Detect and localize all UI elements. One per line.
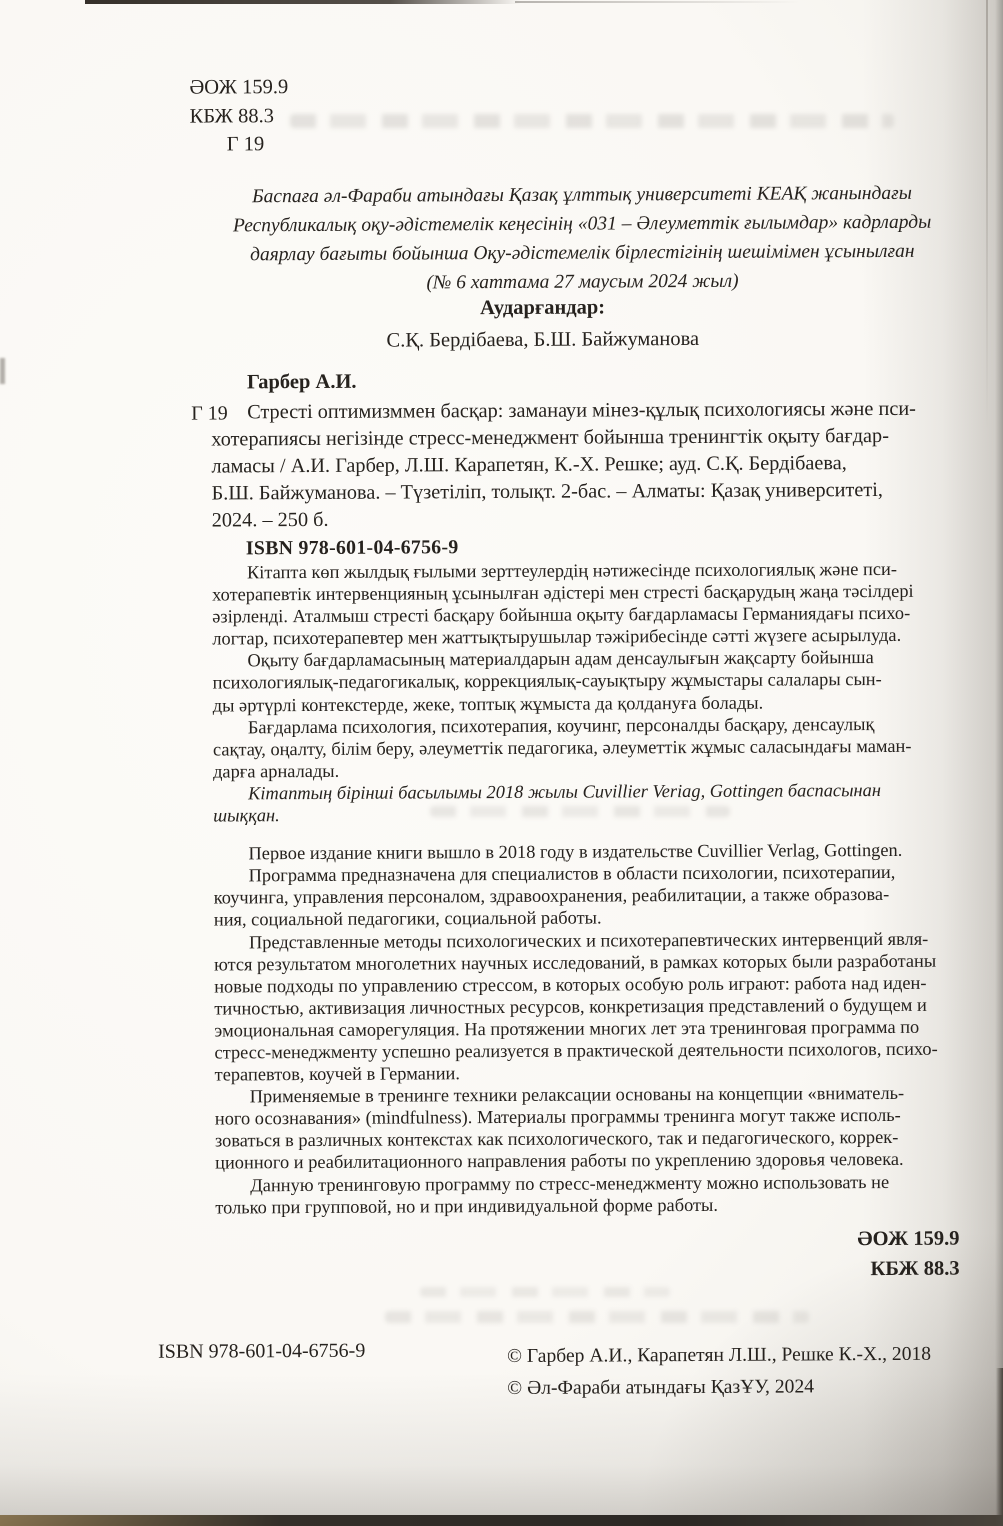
cataloging-codes-bottom <box>659 1224 959 1286</box>
ink-bleedthrough-middle <box>430 806 730 817</box>
page-curl-line <box>986 0 988 430</box>
author-mark: Г 19 <box>226 133 265 156</box>
ink-bleedthrough-bottom-2 <box>385 1311 809 1323</box>
cataloging-codes-top <box>189 73 288 159</box>
isbn-number: ISBN 978-601-04-6756-9 <box>245 536 459 560</box>
bbk-code: КБЖ 88.3 <box>189 104 274 128</box>
translators-block <box>143 290 943 358</box>
copyright-lines: © Гарбер А.И., Карапетян Л.Ш., Решке К.-Х., 2018 © Әл-Фараби атындағы ҚазҰУ, 2024 <box>507 1343 932 1399</box>
annotation-paragraph-kk-3: Бағдарлама психология, психотерапия, коучинг, персоналды басқару, денсаулық сақтау, оңалту, білім беру, әлеуметтік педагогика, әлеуметтік жұмыс саласындағы маман- дарға арналады. <box>212 713 912 782</box>
ink-bleedthrough-bottom-1 <box>420 1287 670 1297</box>
isbn-footer: ISBN 978-601-04-6756-9 <box>158 1339 366 1363</box>
scan-edge-top <box>85 0 521 4</box>
translators-heading: Аударғандар: <box>480 296 606 320</box>
annotation-paragraph-kk-first-edition: Кітаптың бірінші басылымы 2018 жылы Cuvillier Veriag, Gottingen баспасынан шыққан. <box>213 779 881 826</box>
ink-bleedthrough-top <box>290 114 894 128</box>
annotation-paragraph-ru-5: Данную тренинговую программу по стресс-менеджменту можно использовать не только при групповой, но и при индивидуальной форме работы. <box>215 1171 890 1218</box>
translators-names: С.Қ. Бердібаева, Б.Ш. Байжуманова <box>386 327 700 352</box>
annotation-paragraph-ru-1: Первое издание книги вышло в 2018 году в издательстве Cuvillier Verlag, Gottingen. <box>248 840 903 864</box>
scan-edge-top-faint <box>515 1 800 3</box>
annotation-paragraph-ru-3: Представленные методы психологических и психотерапевтических интервенций явля- ются результатом многолетних научных исследований, в рамках которых были разработаны новые подходы по управлению стрессом, в которых особую роль играют: работа над иден- тичностью, активизация личностных ресурсов, конкретизация представлений о будущем и эмоциональная саморегуляция. На протяжении многих лет эта тренинговая программа по стресс-менеджменту успешно реализуется в практической деятельности психологов, психо- терапевтов, коучей в Германии. <box>213 928 938 1085</box>
udc-code-bottom: ӘОЖ 159.9 <box>857 1227 960 1251</box>
udc-code: ӘОЖ 159.9 <box>189 76 289 99</box>
bbk-code-bottom: КБЖ 88.3 <box>870 1257 960 1281</box>
annotation-block <box>212 558 979 1219</box>
annotation-paragraph-kk-1: Кітапта көп жылдық ғылыми зерттеулердің нәтижесінде психологиялық және пси- хотерапевтік интервенцияның ұсынылған әдістері мен стресті басқарудың жаңа тәсілдері әзірленді. Аталмыш стресті басқару бойынша оқыту бағдарламасы Германиядағы психо- логтар, психотерапевтер мен жаттықтырушылар тәжірибесінде сәтті жүзеге асырылуда. <box>212 558 914 649</box>
catalog-entry: Стресті оптимизммен басқар: заманауи мінез-құлық психологиясы және пси- хотерапиясы негізінде стресс-менеджмент бойынша тренингтік оқыту бағдар- ламасы / А.И. Гарбер, Л.Ш. Карапетян, К.-Х. Решке; ауд. С.Қ. Бердібаева, Б.Ш. Байжуманова. – Түзетіліп, толықт. 2-бас. – Алматы: Қазақ университеті, 2024. – 250 б. <box>211 397 916 532</box>
recommendation-note: Баспаға әл-Фараби атындағы Қазақ ұлттық университеті КЕАҚ жанындағы Республикалық оқу-әдістемелік кеңесінің «031 – Әлеуметтік ғылымдар» кадрларды даярлау бағыты бойынша Оқу-әдістемелік бірлестігінің шешімімен ұсынылған (№ 6 хаттама 27 маусым 2024 жыл) <box>232 182 932 294</box>
catalog-author-heading: Гарбер А.И. <box>246 370 357 394</box>
annotation-paragraph-kk-2: Оқыту бағдарламасының материалдарын адам денсаулығын жақсарту бойынша психологиялық-педагогикалық, коррекциялық-сауықтыру жұмыстары салалары сын- ды әртүрлі контекстерде, жеке, топтық жұмыста да қолдануға болады. <box>212 647 882 716</box>
scan-smudge-left <box>0 358 5 384</box>
catalog-author-mark: Г 19 <box>191 402 228 425</box>
scan-edge-bottom <box>0 1515 1003 1526</box>
annotation-paragraph-ru-2: Программа предназначена для специалистов в области психологии, психотерапии, коучинга, управления персоналом, здравоохранения, реабилитации, а также образова- ния, социальной педагогики, социальной работы. <box>213 862 896 930</box>
annotation-paragraph-ru-4: Применяемые в тренинге техники релаксации основаны на концепции «вниматель- ного осознавания» (mindfulness). Материалы программы тренинга могут также исполь- зоваться в различных контекстах как психологического, так и педагогического, коррек- ционного и реабилитационного направления работы по укреплению здоровья человека. <box>214 1083 905 1173</box>
scan-edge-right <box>996 1368 1003 1526</box>
